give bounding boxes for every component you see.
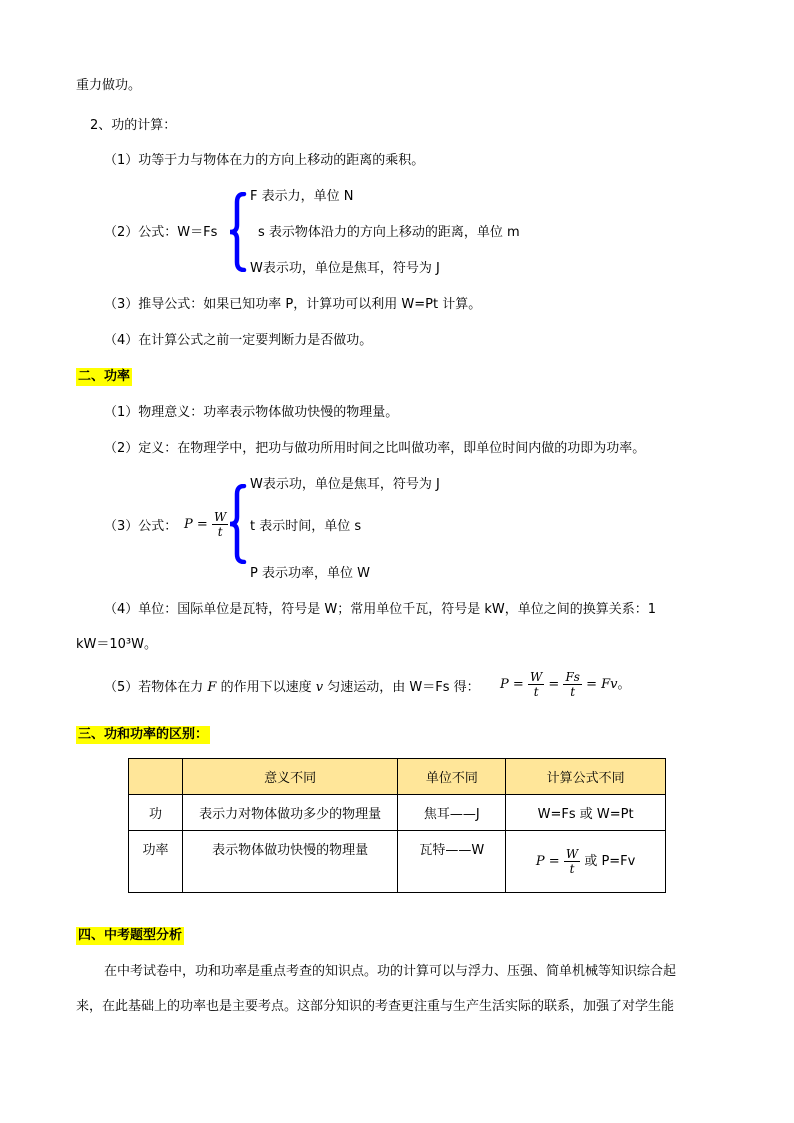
heading-difference: 三、功和功率的区别： [78,727,209,742]
brace-icon [228,484,248,564]
fraction-numerator: W [529,670,543,684]
math-symbol: = [548,854,560,869]
text-fragment: 匀速运动，由 W＝Fs 得： [327,680,480,695]
fraction-denominator: t [533,685,539,699]
power-formula-item: t 表示时间，单位 s [250,519,362,534]
work-formula-item: s 表示物体沿力的方向上移动的距离，单位 m [258,225,520,240]
comparison-table [128,758,666,893]
math-symbol: = [586,677,597,692]
table-cell: 瓦特——W [398,831,506,893]
table-cell-text: 或 P=Fv [584,854,636,869]
power-unit-text: （4）单位：国际单位是瓦特，符号是 W；常用单位千瓦，符号是 kW，单位之间的换算关系：1 [104,602,657,617]
text-fragment: 的作用下以速度 [220,680,312,695]
table-cell: W=Fs 或 W=Pt [506,795,666,831]
derived-formula-text: （3）推导公式：如果已知功率 P，计算功可以利用 W=Pt 计算。 [104,297,482,312]
fraction [528,670,544,699]
table-cell: 功 [129,795,183,831]
math-symbol: = [548,677,560,692]
intro-text: 重力做功。 [76,78,142,93]
table-header-cell: 单位不同 [398,759,506,795]
brace-icon [228,192,248,272]
math-symbol: = [196,517,208,532]
math-symbol: Fv [601,677,618,692]
math-symbol: F [207,680,217,695]
fraction [563,670,581,699]
heading-power: 二、功率 [78,369,131,384]
fraction-denominator: t [570,685,576,699]
power-meaning-text: （1）物理意义：功率表示物体做功快慢的物理量。 [104,405,399,420]
table-header-cell [129,759,183,795]
table-cell: 焦耳——J [398,795,506,831]
work-formula-item: F 表示力，单位 N [250,189,354,204]
math-symbol: P [500,677,509,692]
power-formula-label: （3）公式： [104,519,178,534]
table-row [129,795,666,831]
fraction-denominator: t [569,862,575,876]
fraction [212,510,228,539]
power-velocity-text [104,679,480,697]
heading-exam-analysis: 四、中考题型分析 [78,928,183,943]
math-symbol: = [512,677,524,692]
text-fragment: （5）若物体在力 [104,680,204,695]
fraction-numerator: Fs [565,670,580,684]
fraction-numerator: W [213,510,227,524]
power-formula-item: P 表示功率，单位 W [250,566,370,581]
math-symbol: v [315,680,324,695]
analysis-paragraph-line: 来，在此基础上的功率也是主要考点。这部分知识的考查更注重与生产生活实际的联系，加强了对学生能 [76,999,675,1014]
table-header-row [129,759,666,795]
table-header-cell: 计算公式不同 [506,759,666,795]
table-cell: 表示力对物体做功多少的物理量 [182,795,398,831]
table-cell [506,831,666,893]
math-symbol: P [184,517,193,532]
math-symbol: P [535,854,545,869]
work-formula-item: W表示功，单位是焦耳，符号为 J [250,261,440,276]
power-velocity-formula: P = $\frac{W}{t}$ = $\frac{Fs}{t}$ = Fv。 [500,670,631,699]
table-cell: 表示物体做功快慢的物理量 [182,831,398,893]
table-cell: 功率 [129,831,183,893]
work-definition-text: （1）功等于力与物体在力的方向上移动的距离的乘积。 [104,153,425,168]
fraction-numerator: W [565,847,579,861]
table-row [129,831,666,893]
section-2-title: 2、功的计算： [90,118,177,133]
power-unit-conversion: kW＝10³W。 [76,637,157,652]
work-formula-label: （2）公式：W＝Fs [104,225,218,240]
power-definition-text: （2）定义：在物理学中，把功与做功所用时间之比叫做功率，即单位时间内做的功即为功率。 [104,441,646,456]
analysis-paragraph-line: 在中考试卷中，功和功率是重点考查的知识点。功的计算可以与浮力、压强、简单机械等知识综合起 [104,964,677,979]
power-formula [184,510,228,539]
table-header-cell: 意义不同 [182,759,398,795]
fraction [564,847,580,876]
judge-force-text: （4）在计算公式之前一定要判断力是否做功。 [104,333,373,348]
power-formula-item: W表示功，单位是焦耳，符号为 J [250,477,440,492]
fraction-denominator: t [217,525,223,539]
